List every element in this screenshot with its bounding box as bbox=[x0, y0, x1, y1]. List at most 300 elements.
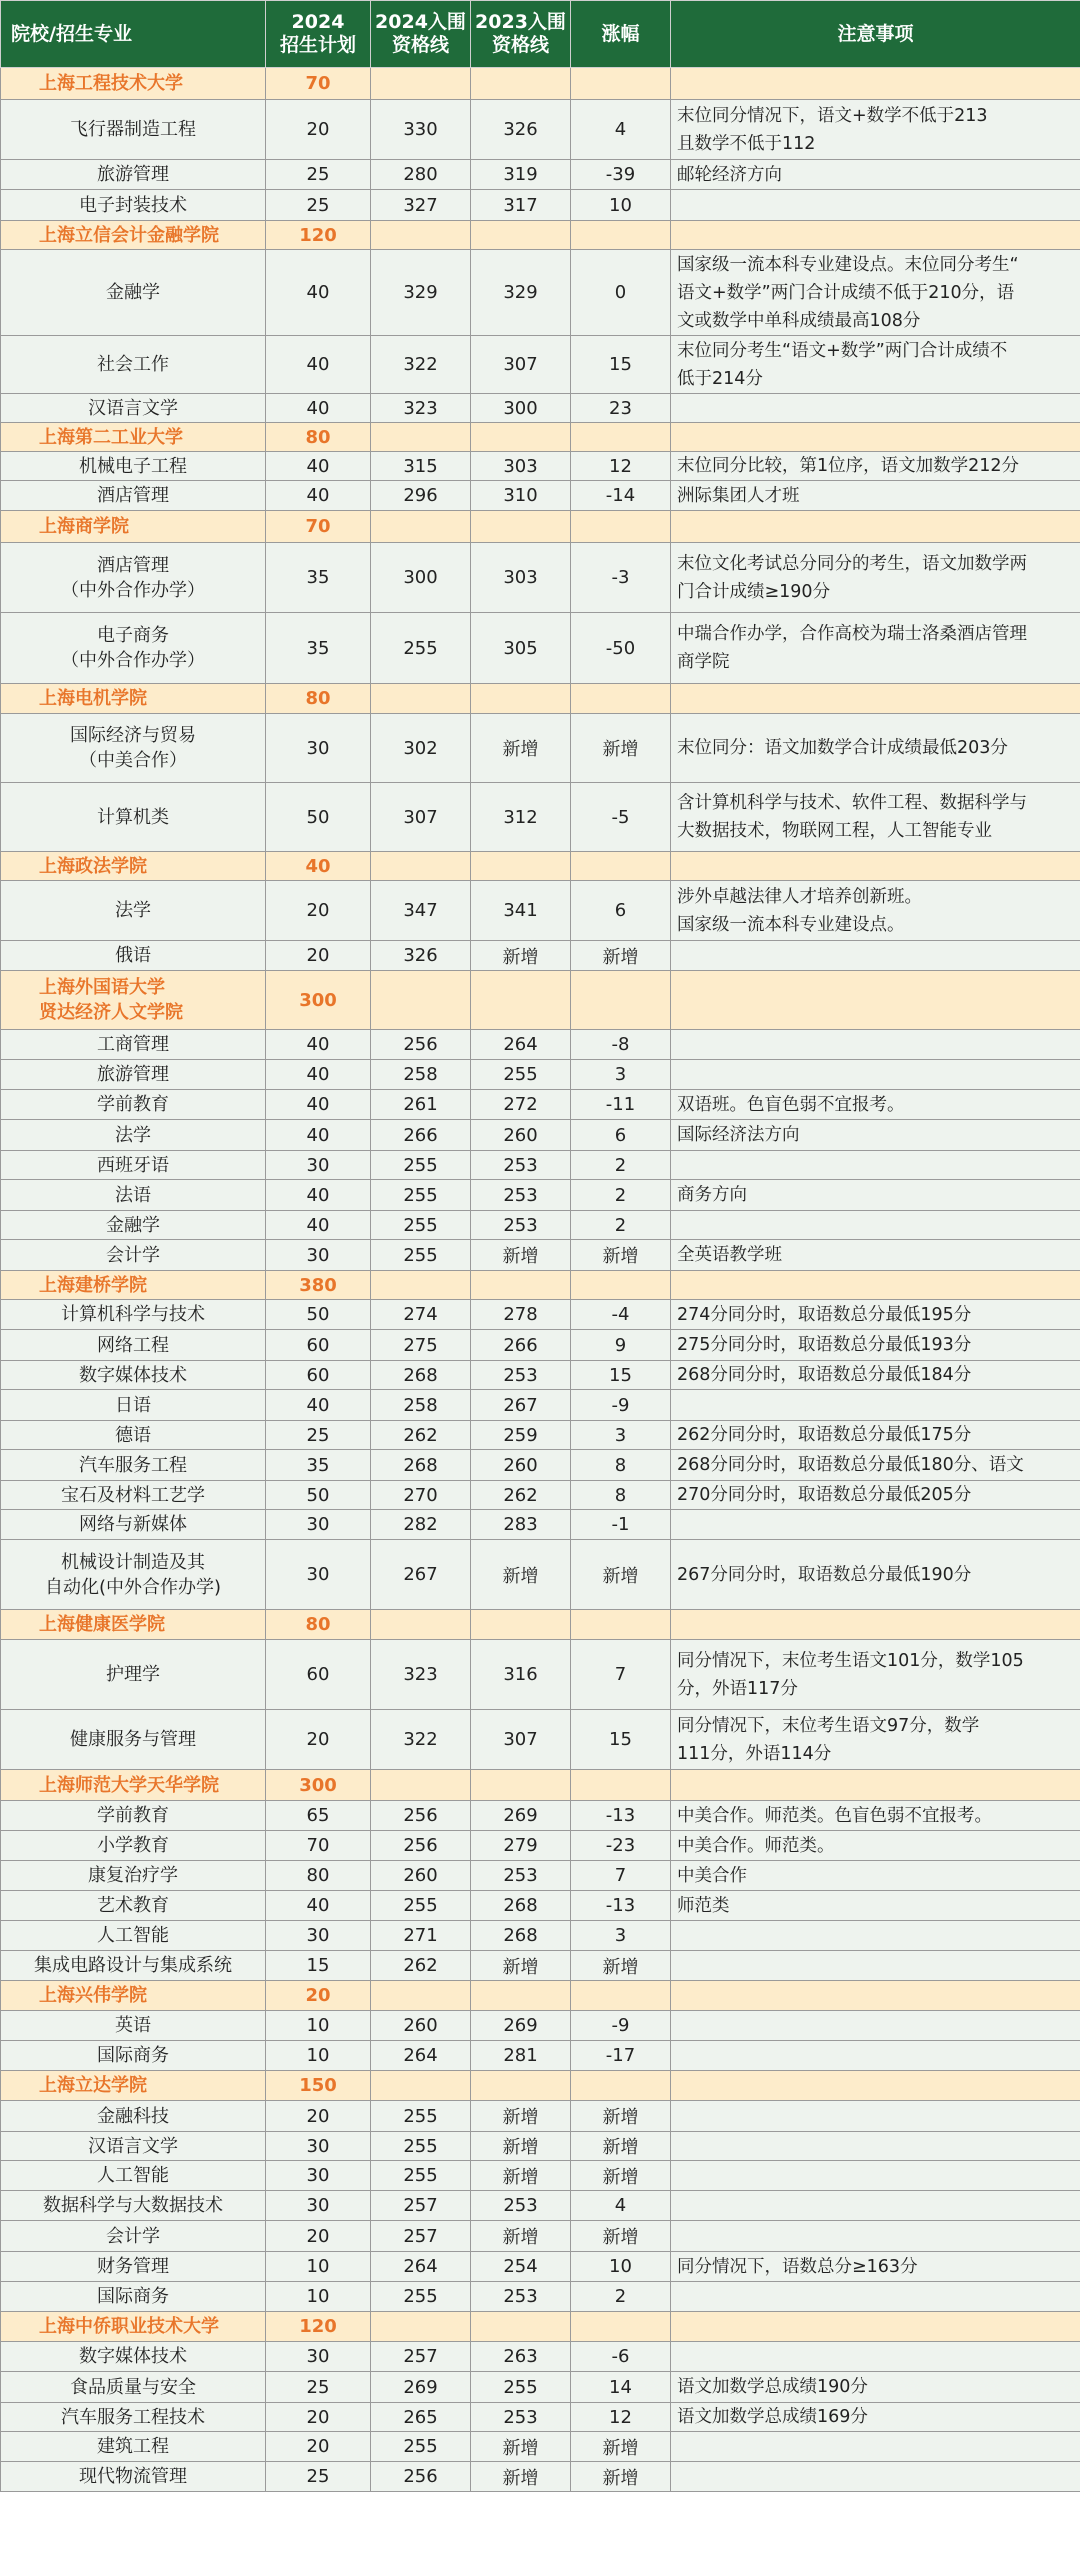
major-name bbox=[1, 1300, 266, 1330]
school-plan: 70 bbox=[266, 511, 371, 543]
score-2024: 269 bbox=[371, 2372, 471, 2403]
note-line: 同分情况下，末位考生语文101分，数学105 bbox=[677, 1650, 1024, 1671]
major-name bbox=[1, 1120, 266, 1151]
note-line: 文或数学中单科成绩最高108分 bbox=[677, 310, 921, 331]
empty-cell bbox=[671, 1981, 1080, 2011]
major-name bbox=[1, 1951, 266, 1981]
empty-cell bbox=[371, 1770, 471, 1801]
major-name-line: 汽车服务工程技术 bbox=[61, 2406, 205, 2428]
school-row bbox=[1, 2071, 1080, 2101]
major-note bbox=[671, 2221, 1080, 2252]
major-row bbox=[1, 714, 1080, 783]
school-row bbox=[1, 221, 1080, 250]
empty-cell bbox=[471, 511, 571, 543]
school-plan: 70 bbox=[266, 68, 371, 100]
major-name-line: 德语 bbox=[115, 1424, 151, 1446]
note-line: 275分同分时，取语数总分最低193分 bbox=[677, 1335, 972, 1355]
major-note bbox=[671, 1361, 1080, 1390]
note-line: 低于214分 bbox=[677, 368, 763, 389]
major-plan: 20 bbox=[266, 881, 371, 941]
school-plan: 380 bbox=[266, 1271, 371, 1300]
major-name bbox=[1, 783, 266, 852]
score-change: 10 bbox=[571, 2252, 671, 2282]
major-name-line: 国际经济与贸易 bbox=[70, 725, 196, 746]
major-name-line: 计算机类 bbox=[97, 806, 169, 828]
note-line: 语文加数学总成绩190分 bbox=[677, 2377, 868, 2397]
empty-cell bbox=[571, 423, 671, 452]
major-plan: 20 bbox=[266, 1710, 371, 1770]
score-2023: 268 bbox=[471, 1921, 571, 1951]
score-2024: 274 bbox=[371, 1300, 471, 1330]
major-plan: 25 bbox=[266, 2372, 371, 2403]
major-note bbox=[671, 714, 1080, 783]
major-plan: 25 bbox=[266, 1421, 371, 1450]
score-2024: 315 bbox=[371, 452, 471, 481]
score-2024: 255 bbox=[371, 1180, 471, 1211]
major-note bbox=[671, 1951, 1080, 1981]
school-row bbox=[1, 1981, 1080, 2011]
score-2023: 新增 bbox=[471, 2161, 571, 2191]
major-plan: 40 bbox=[266, 250, 371, 336]
score-change: 新增 bbox=[571, 941, 671, 971]
major-row bbox=[1, 1390, 1080, 1421]
empty-cell bbox=[371, 68, 471, 100]
score-2024: 330 bbox=[371, 100, 471, 160]
note-line: 末位同分比较，第1位序，语文加数学212分 bbox=[677, 456, 1020, 476]
note-line: 且数学不低于112 bbox=[677, 133, 816, 154]
note-line: 中美合作。师范类。 bbox=[677, 1835, 835, 1856]
score-2024: 327 bbox=[371, 190, 471, 221]
major-row bbox=[1, 2342, 1080, 2372]
major-name bbox=[1, 2282, 266, 2312]
major-name-line: 俄语 bbox=[115, 945, 151, 966]
note-line: 双语班。色盲色弱不宜报考。 bbox=[677, 1094, 905, 1115]
major-name-line: 旅游管理 bbox=[97, 164, 169, 185]
major-plan: 35 bbox=[266, 1450, 371, 1481]
major-note bbox=[671, 1831, 1080, 1861]
major-name bbox=[1, 1831, 266, 1861]
major-name bbox=[1, 1060, 266, 1090]
school-row bbox=[1, 1610, 1080, 1640]
major-name-line: 国际商务 bbox=[97, 2286, 169, 2307]
score-2024: 255 bbox=[371, 1240, 471, 1271]
empty-cell bbox=[471, 684, 571, 714]
score-2023: 312 bbox=[471, 783, 571, 852]
empty-cell bbox=[671, 1770, 1080, 1801]
major-plan: 20 bbox=[266, 2432, 371, 2462]
score-2024: 323 bbox=[371, 394, 471, 423]
note-line: 国际经济法方向 bbox=[677, 1125, 800, 1145]
score-2023: 新增 bbox=[471, 941, 571, 971]
score-2024: 271 bbox=[371, 1921, 471, 1951]
score-2023: 264 bbox=[471, 1030, 571, 1060]
score-2023: 326 bbox=[471, 100, 571, 160]
major-name bbox=[1, 1540, 266, 1610]
empty-cell bbox=[671, 684, 1080, 714]
major-name-line: 人工智能 bbox=[97, 2165, 169, 2186]
score-change: 新增 bbox=[571, 2432, 671, 2462]
major-plan: 30 bbox=[266, 1510, 371, 1540]
score-2024: 255 bbox=[371, 2282, 471, 2312]
major-name bbox=[1, 1710, 266, 1770]
major-plan: 35 bbox=[266, 543, 371, 613]
major-note bbox=[671, 2161, 1080, 2191]
score-2023: 317 bbox=[471, 190, 571, 221]
note-line: 洲际集团人才班 bbox=[677, 485, 800, 506]
score-2024: 257 bbox=[371, 2342, 471, 2372]
score-2023: 255 bbox=[471, 1060, 571, 1090]
score-change: 4 bbox=[571, 100, 671, 160]
major-row bbox=[1, 336, 1080, 394]
major-row bbox=[1, 2282, 1080, 2312]
empty-cell bbox=[471, 221, 571, 250]
score-change: -23 bbox=[571, 1831, 671, 1861]
major-note bbox=[671, 2282, 1080, 2312]
major-row bbox=[1, 2221, 1080, 2252]
note-line: 门合计成绩≥190分 bbox=[677, 581, 831, 602]
score-2023: 新增 bbox=[471, 714, 571, 783]
score-2023: 新增 bbox=[471, 2221, 571, 2252]
major-name-line: 网络与新媒体 bbox=[79, 1514, 187, 1535]
empty-cell bbox=[571, 1271, 671, 1300]
score-2024: 307 bbox=[371, 783, 471, 852]
school-name bbox=[1, 511, 266, 543]
score-change: -3 bbox=[571, 543, 671, 613]
score-2023: 253 bbox=[471, 1861, 571, 1891]
major-row bbox=[1, 881, 1080, 941]
score-2023: 268 bbox=[471, 1891, 571, 1921]
major-name bbox=[1, 2342, 266, 2372]
score-change: -9 bbox=[571, 2011, 671, 2041]
major-note bbox=[671, 1120, 1080, 1151]
empty-cell bbox=[371, 423, 471, 452]
empty-cell bbox=[671, 852, 1080, 881]
score-2023: 新增 bbox=[471, 2462, 571, 2492]
note-line: 中美合作。师范类。色盲色弱不宜报考。 bbox=[677, 1805, 992, 1826]
school-plan: 150 bbox=[266, 2071, 371, 2101]
empty-cell bbox=[371, 971, 471, 1030]
empty-cell bbox=[571, 971, 671, 1030]
empty-cell bbox=[471, 1610, 571, 1640]
major-note bbox=[671, 2132, 1080, 2161]
major-row bbox=[1, 1481, 1080, 1510]
empty-cell bbox=[671, 2312, 1080, 2342]
score-change: -11 bbox=[571, 1090, 671, 1120]
major-name bbox=[1, 2432, 266, 2462]
school-plan: 120 bbox=[266, 2312, 371, 2342]
empty-cell bbox=[371, 1981, 471, 2011]
score-2023: 341 bbox=[471, 881, 571, 941]
score-2024: 268 bbox=[371, 1361, 471, 1390]
score-2023: 259 bbox=[471, 1421, 571, 1450]
score-2023: 305 bbox=[471, 613, 571, 684]
empty-cell bbox=[571, 221, 671, 250]
major-name bbox=[1, 941, 266, 971]
major-name bbox=[1, 2191, 266, 2221]
school-plan: 300 bbox=[266, 1770, 371, 1801]
score-2024: 262 bbox=[371, 1951, 471, 1981]
score-2023: 266 bbox=[471, 1330, 571, 1361]
empty-cell bbox=[371, 684, 471, 714]
note-line: 语文加数学总成绩169分 bbox=[677, 2407, 868, 2427]
major-note bbox=[671, 2191, 1080, 2221]
header-row bbox=[1, 1, 1080, 68]
school-name bbox=[1, 1770, 266, 1801]
major-plan: 50 bbox=[266, 1481, 371, 1510]
score-2024: 256 bbox=[371, 1831, 471, 1861]
major-note bbox=[671, 2011, 1080, 2041]
major-plan: 10 bbox=[266, 2252, 371, 2282]
school-name bbox=[1, 852, 266, 881]
empty-cell bbox=[571, 2071, 671, 2101]
major-row bbox=[1, 1090, 1080, 1120]
major-name-line: 会计学 bbox=[106, 2225, 160, 2247]
major-row bbox=[1, 1330, 1080, 1361]
major-name bbox=[1, 1361, 266, 1390]
major-note bbox=[671, 1481, 1080, 1510]
score-change: 3 bbox=[571, 1421, 671, 1450]
school-name-line: 上海立信会计金融学院 bbox=[39, 224, 219, 246]
major-name bbox=[1, 613, 266, 684]
major-plan: 30 bbox=[266, 2132, 371, 2161]
major-name bbox=[1, 1921, 266, 1951]
score-change: -9 bbox=[571, 1390, 671, 1421]
score-2023: 300 bbox=[471, 394, 571, 423]
empty-cell bbox=[671, 423, 1080, 452]
major-row bbox=[1, 1060, 1080, 1090]
note-line: 师范类 bbox=[677, 1895, 730, 1916]
score-change: 新增 bbox=[571, 1540, 671, 1610]
major-name bbox=[1, 2403, 266, 2432]
major-note bbox=[671, 100, 1080, 160]
score-2023: 254 bbox=[471, 2252, 571, 2282]
major-name bbox=[1, 2372, 266, 2403]
major-plan: 30 bbox=[266, 1240, 371, 1271]
score-2024: 326 bbox=[371, 941, 471, 971]
empty-cell bbox=[571, 1610, 671, 1640]
school-name-line: 上海兴伟学院 bbox=[39, 1985, 147, 2006]
header-notes: 注意事项 bbox=[671, 1, 1080, 68]
school-name bbox=[1, 1271, 266, 1300]
empty-cell bbox=[671, 511, 1080, 543]
empty-cell bbox=[671, 1610, 1080, 1640]
score-change: 12 bbox=[571, 452, 671, 481]
score-change: 6 bbox=[571, 1120, 671, 1151]
major-plan: 20 bbox=[266, 2101, 371, 2132]
score-change: 新增 bbox=[571, 2132, 671, 2161]
major-name bbox=[1, 1180, 266, 1211]
school-row bbox=[1, 511, 1080, 543]
major-row bbox=[1, 1710, 1080, 1770]
score-2023: 262 bbox=[471, 1481, 571, 1510]
empty-cell bbox=[571, 852, 671, 881]
major-note bbox=[671, 1891, 1080, 1921]
major-plan: 30 bbox=[266, 1921, 371, 1951]
major-name bbox=[1, 1330, 266, 1361]
major-name-line: 康复治疗学 bbox=[88, 1865, 178, 1886]
score-change: 2 bbox=[571, 1151, 671, 1180]
major-plan: 10 bbox=[266, 2282, 371, 2312]
major-name-line: 人工智能 bbox=[97, 1925, 169, 1946]
score-change: 新增 bbox=[571, 714, 671, 783]
major-plan: 40 bbox=[266, 481, 371, 511]
score-2023: 260 bbox=[471, 1120, 571, 1151]
major-name bbox=[1, 1801, 266, 1831]
major-name-line: 国际商务 bbox=[97, 2045, 169, 2066]
score-2024: 275 bbox=[371, 1330, 471, 1361]
major-plan: 60 bbox=[266, 1330, 371, 1361]
school-name bbox=[1, 423, 266, 452]
major-row bbox=[1, 1640, 1080, 1710]
school-plan: 120 bbox=[266, 221, 371, 250]
major-name-line: 机械电子工程 bbox=[79, 455, 187, 477]
score-2024: 261 bbox=[371, 1090, 471, 1120]
major-note bbox=[671, 1861, 1080, 1891]
score-change: -4 bbox=[571, 1300, 671, 1330]
major-plan: 30 bbox=[266, 2191, 371, 2221]
major-name bbox=[1, 1151, 266, 1180]
major-name-line: 金融学 bbox=[106, 1214, 160, 1236]
school-name bbox=[1, 2071, 266, 2101]
school-row bbox=[1, 684, 1080, 714]
major-note bbox=[671, 1450, 1080, 1481]
major-row bbox=[1, 1510, 1080, 1540]
major-name bbox=[1, 1510, 266, 1540]
score-2023: 272 bbox=[471, 1090, 571, 1120]
major-note bbox=[671, 941, 1080, 971]
major-name-line: 护理学 bbox=[106, 1664, 160, 1685]
major-note bbox=[671, 394, 1080, 423]
major-note bbox=[671, 543, 1080, 613]
school-row bbox=[1, 423, 1080, 452]
major-name-line: 法学 bbox=[115, 1124, 151, 1146]
empty-cell bbox=[571, 1770, 671, 1801]
major-name bbox=[1, 1861, 266, 1891]
note-line: 末位同分：语文加数学合计成绩最低203分 bbox=[677, 738, 1008, 758]
score-change: 3 bbox=[571, 1060, 671, 1090]
major-row bbox=[1, 1540, 1080, 1610]
score-2023: 新增 bbox=[471, 2101, 571, 2132]
major-note bbox=[671, 160, 1080, 190]
empty-cell bbox=[571, 68, 671, 100]
major-row bbox=[1, 2101, 1080, 2132]
school-name-line: 上海建桥学院 bbox=[39, 1274, 147, 1296]
major-note bbox=[671, 1300, 1080, 1330]
score-2023: 310 bbox=[471, 481, 571, 511]
empty-cell bbox=[471, 1271, 571, 1300]
score-2024: 260 bbox=[371, 1861, 471, 1891]
major-note bbox=[671, 2372, 1080, 2403]
major-plan: 25 bbox=[266, 2462, 371, 2492]
major-row bbox=[1, 1180, 1080, 1211]
score-change: 新增 bbox=[571, 2101, 671, 2132]
major-name-line: 汉语言文学 bbox=[88, 2135, 178, 2157]
score-change: 15 bbox=[571, 336, 671, 394]
score-2024: 268 bbox=[371, 1450, 471, 1481]
score-change: -39 bbox=[571, 160, 671, 190]
score-2023: 269 bbox=[471, 2011, 571, 2041]
score-2024: 296 bbox=[371, 481, 471, 511]
major-row bbox=[1, 1151, 1080, 1180]
major-name-line: 数字媒体技术 bbox=[79, 1364, 187, 1386]
score-change: 8 bbox=[571, 1481, 671, 1510]
note-line: 涉外卓越法律人才培养创新班。 bbox=[677, 886, 922, 907]
school-name bbox=[1, 68, 266, 100]
major-name-line: 数据科学与大数据技术 bbox=[43, 2195, 223, 2216]
score-2024: 260 bbox=[371, 2011, 471, 2041]
note-line: 国家级一流本科专业建设点。末位同分考生“ bbox=[677, 254, 1019, 275]
major-name-line: 学前教育 bbox=[97, 1094, 169, 1115]
major-row bbox=[1, 481, 1080, 511]
major-note bbox=[671, 881, 1080, 941]
score-2024: 264 bbox=[371, 2252, 471, 2282]
major-row bbox=[1, 1361, 1080, 1390]
major-name-line: 汽车服务工程 bbox=[79, 1454, 187, 1476]
major-name-line: 法语 bbox=[115, 1184, 151, 1206]
major-plan: 20 bbox=[266, 941, 371, 971]
major-name bbox=[1, 1450, 266, 1481]
score-change: 2 bbox=[571, 1211, 671, 1240]
empty-cell bbox=[371, 2312, 471, 2342]
major-row bbox=[1, 1861, 1080, 1891]
empty-cell bbox=[571, 2312, 671, 2342]
major-row bbox=[1, 2403, 1080, 2432]
major-plan: 25 bbox=[266, 190, 371, 221]
major-plan: 40 bbox=[266, 452, 371, 481]
score-change: -6 bbox=[571, 2342, 671, 2372]
score-2024: 267 bbox=[371, 1540, 471, 1610]
empty-cell bbox=[371, 511, 471, 543]
score-2023: 新增 bbox=[471, 2432, 571, 2462]
note-line: 含计算机科学与技术、软件工程、数据科学与 bbox=[677, 793, 1027, 813]
major-row bbox=[1, 1891, 1080, 1921]
empty-cell bbox=[671, 1271, 1080, 1300]
major-name-line: 电子商务 bbox=[97, 625, 169, 646]
school-plan: 20 bbox=[266, 1981, 371, 2011]
major-row bbox=[1, 1801, 1080, 1831]
school-row bbox=[1, 2312, 1080, 2342]
major-name bbox=[1, 1240, 266, 1271]
major-note bbox=[671, 1421, 1080, 1450]
empty-cell bbox=[471, 2312, 571, 2342]
major-row bbox=[1, 1030, 1080, 1060]
major-row bbox=[1, 613, 1080, 684]
major-name-line: 法学 bbox=[115, 900, 151, 921]
major-row bbox=[1, 2372, 1080, 2403]
major-name bbox=[1, 1481, 266, 1510]
school-name-line: 上海健康医学院 bbox=[39, 1614, 165, 1635]
school-name-line: 上海师范大学天华学院 bbox=[39, 1774, 219, 1796]
score-2023: 新增 bbox=[471, 1540, 571, 1610]
school-name bbox=[1, 221, 266, 250]
score-2023: 316 bbox=[471, 1640, 571, 1710]
empty-cell bbox=[571, 684, 671, 714]
major-note bbox=[671, 1921, 1080, 1951]
empty-cell bbox=[471, 2071, 571, 2101]
major-name-line: （中外合作办学） bbox=[61, 650, 205, 671]
major-row bbox=[1, 941, 1080, 971]
school-name bbox=[1, 1610, 266, 1640]
school-name bbox=[1, 1981, 266, 2011]
score-2024: 264 bbox=[371, 2041, 471, 2071]
school-plan: 40 bbox=[266, 852, 371, 881]
score-2023: 281 bbox=[471, 2041, 571, 2071]
score-change: 2 bbox=[571, 2282, 671, 2312]
note-line: 274分同分时，取语数总分最低195分 bbox=[677, 1304, 972, 1325]
major-row bbox=[1, 190, 1080, 221]
score-change: 10 bbox=[571, 190, 671, 221]
major-name bbox=[1, 1421, 266, 1450]
